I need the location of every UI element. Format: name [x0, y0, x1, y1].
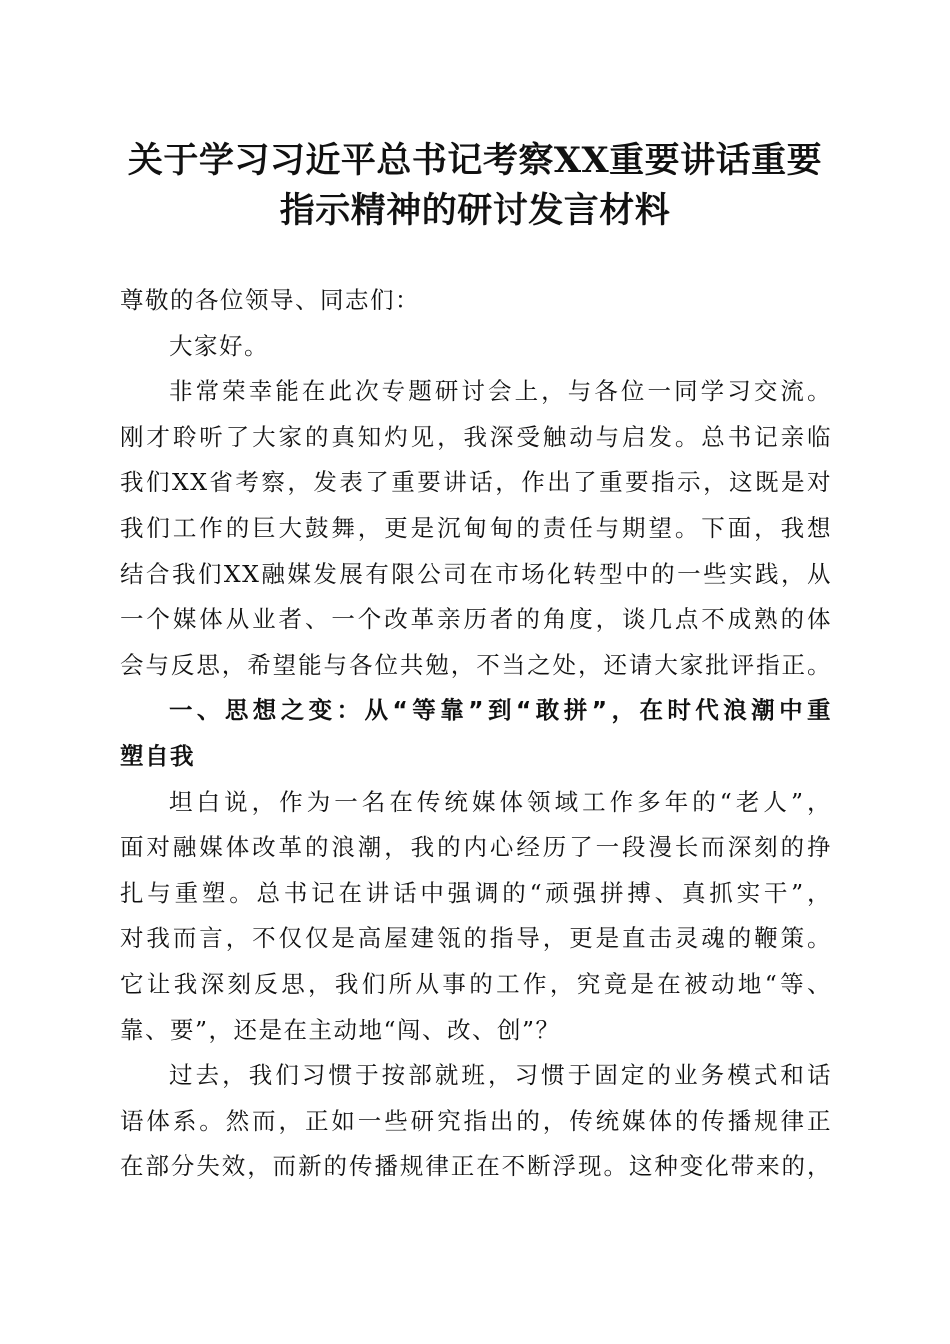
paragraph-line: 面对融媒体改革的浪潮，我的内心经历了一段漫长而深刻的挣: [120, 833, 832, 862]
document-title: [100, 136, 850, 236]
heading-line: 一、思想之变：从“等靠”到“敢拼”，在时代浪潮中重: [169, 696, 832, 725]
paragraph-line: 刚才聆听了大家的真知灼见，我深受触动与启发。总书记亲临: [120, 422, 832, 451]
paragraph-line: 会与反思，希望能与各位共勉，不当之处，还请大家批评指正。: [120, 650, 832, 679]
paragraph-line: 坦白说，作为一名在传统媒体领域工作多年的“老人”，: [169, 787, 832, 816]
document-body: [120, 278, 832, 1190]
salutation: 尊敬的各位领导、同志们：: [120, 286, 420, 314]
paragraph-line: 扎与重塑。总书记在讲话中强调的“顽强拼搏、真抓实干”，: [120, 878, 832, 907]
title-line: 关于学习习近平总书记考察XX重要讲话重要: [127, 140, 823, 181]
paragraph-line: 我们XX省考察，发表了重要讲话，作出了重要指示，这既是对: [120, 468, 832, 497]
section-1-paragraph-2: [120, 1053, 832, 1190]
paragraph-line: 对我而言，不仅仅是高屋建瓴的指导，更是直击灵魂的鞭策。: [120, 924, 832, 953]
paragraph-line: 靠、要”，还是在主动地“闯、改、创”？: [120, 1015, 561, 1044]
greeting: 大家好。: [169, 331, 269, 360]
paragraph-line: 一个媒体从业者、一个改革亲历者的角度，谈几点不成熟的体: [120, 605, 832, 634]
paragraph-line: 在部分失效，而新的传播规律正在不断浮现。这种变化带来的，: [120, 1152, 832, 1181]
paragraph-line: 我们工作的巨大鼓舞，更是沉甸甸的责任与期望。下面，我想: [120, 513, 832, 542]
intro-paragraph: [120, 369, 832, 688]
section-1-paragraph-1: [120, 780, 832, 1054]
paragraph-line: 结合我们XX融媒发展有限公司在市场化转型中的一些实践，从: [120, 559, 832, 588]
heading-line: 塑自我: [120, 741, 195, 770]
paragraph-line: 它让我深刻反思，我们所从事的工作，究竟是在被动地“等、: [120, 969, 832, 998]
section-1-heading: [120, 688, 832, 779]
title-line: 指示精神的研讨发言材料: [279, 190, 671, 231]
paragraph-line: 非常荣幸能在此次专题研讨会上，与各位一同学习交流。: [169, 377, 832, 406]
paragraph-line: 过去，我们习惯于按部就班，习惯于固定的业务模式和话: [169, 1061, 832, 1090]
paragraph-line: 语体系。然而，正如一些研究指出的，传统媒体的传播规律正: [120, 1106, 832, 1135]
